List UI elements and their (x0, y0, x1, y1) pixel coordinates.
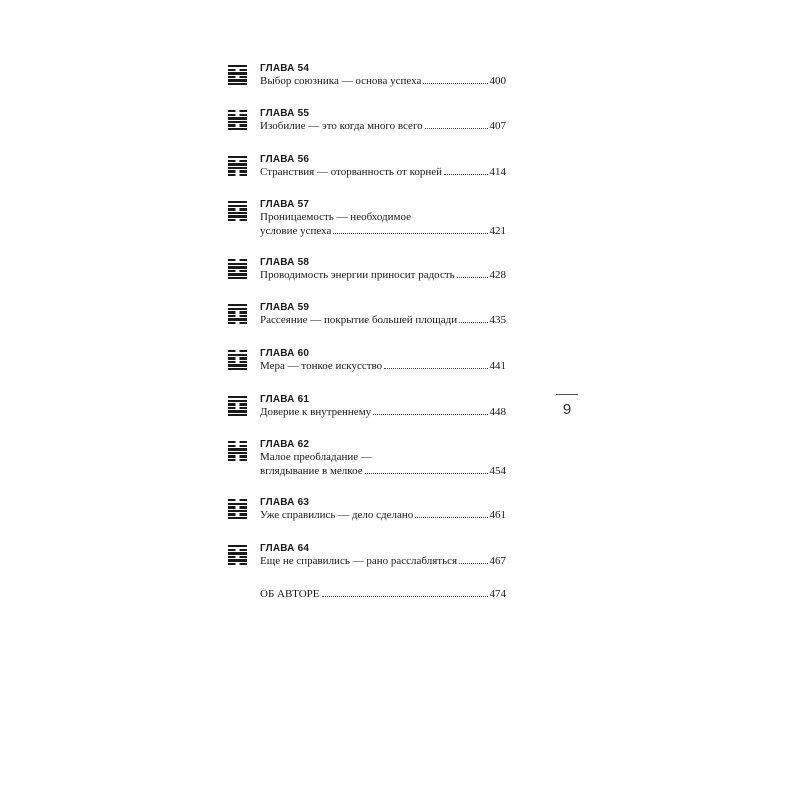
hexagram-broken-line (228, 315, 247, 317)
hexagram-solid-line (228, 83, 247, 85)
hexagram-icon (228, 396, 247, 416)
hexagram-broken-line (228, 459, 247, 461)
leader-dots (459, 555, 487, 564)
hexagram-solid-line (228, 277, 247, 279)
hexagram-broken-line (228, 259, 247, 261)
hexagram-solid-line (228, 128, 247, 130)
chapter-number: ГЛАВА 57 (260, 199, 310, 210)
leader-dots (373, 406, 487, 415)
chapter-title: Изобилие — это когда много всего (260, 120, 423, 132)
hexagram-broken-line (228, 270, 247, 272)
page-ref: 435 (489, 314, 506, 326)
hexagram-solid-line (228, 205, 247, 207)
chapter-title: условие успеха (260, 225, 332, 237)
leader-dots (415, 509, 487, 518)
about-author-page: 474 (489, 588, 506, 600)
hexagram-broken-line (228, 403, 247, 405)
about-author-label: ОБ АВТОРЕ (260, 588, 320, 600)
hexagram-solid-line (228, 121, 247, 123)
chapter-number: ГЛАВА 61 (260, 394, 310, 405)
chapter-title: Странствия — оторванность от корней (260, 166, 443, 178)
hexagram-solid-line (228, 215, 247, 217)
hexagram-broken-line (228, 563, 247, 565)
hexagram-broken-line (228, 445, 247, 447)
hexagram-solid-line (228, 503, 247, 505)
leader-dots (457, 269, 488, 278)
hexagram-solid-line (228, 368, 247, 370)
hexagram-solid-line (228, 354, 247, 356)
hexagram-broken-line (228, 110, 247, 112)
hexagram-solid-line (228, 510, 247, 512)
hexagram-solid-line (228, 163, 247, 165)
hexagram-broken-line (228, 513, 247, 515)
hexagram-broken-line (228, 76, 247, 78)
chapter-title-line: Проницаемость — необходимое (260, 211, 411, 223)
hexagram-solid-line (228, 308, 247, 310)
hexagram-solid-line (228, 414, 247, 416)
hexagram-icon (228, 350, 247, 370)
hexagram-solid-line (228, 273, 247, 275)
page-ref: 400 (489, 75, 506, 87)
chapter-title-row (260, 465, 506, 478)
hexagram-solid-line (228, 559, 247, 561)
page-ref: 414 (489, 166, 506, 178)
chapter-number: ГЛАВА 64 (260, 543, 310, 554)
chapter-title-line: Малое преобладание — (260, 451, 372, 463)
chapter-title-row (260, 120, 506, 133)
chapter-number: ГЛАВА 59 (260, 302, 310, 313)
chapter-title: Проводимость энергии приносит радость (260, 269, 455, 281)
page-ref: 407 (489, 120, 506, 132)
chapter-title: Выбор союзника — основа успеха (260, 75, 422, 87)
chapter-title-row (260, 406, 506, 419)
page-ref: 428 (489, 269, 506, 281)
hexagram-solid-line (228, 448, 247, 450)
chapter-title-row (260, 555, 506, 568)
hexagram-solid-line (228, 545, 247, 547)
chapter-number: ГЛАВА 58 (260, 257, 310, 268)
hexagram-broken-line (228, 322, 247, 324)
hexagram-solid-line (228, 79, 247, 81)
hexagram-broken-line (228, 114, 247, 116)
hexagram-broken-line (228, 311, 247, 313)
leader-dots (365, 465, 488, 474)
hexagram-broken-line (228, 361, 247, 363)
hexagram-icon (228, 304, 247, 324)
hexagram-broken-line (228, 407, 247, 409)
hexagram-solid-line (228, 410, 247, 412)
page-ref: 467 (489, 555, 506, 567)
hexagram-broken-line (228, 219, 247, 221)
hexagram-icon (228, 110, 247, 130)
chapter-title-row (260, 314, 506, 327)
page-ref: 441 (489, 360, 506, 372)
chapter-title-row (260, 166, 506, 179)
chapter-title: Доверие к внутреннему (260, 406, 372, 418)
hexagram-solid-line (228, 156, 247, 158)
leader-dots (459, 314, 487, 323)
chapter-title: Рассеяние — покрытие большей площади (260, 314, 458, 326)
hexagram-solid-line (228, 396, 247, 398)
page-ref: 454 (489, 465, 506, 477)
chapter-number: ГЛАВА 56 (260, 154, 310, 165)
hexagram-solid-line (228, 364, 247, 366)
chapter-number: ГЛАВА 55 (260, 108, 310, 119)
hexagram-solid-line (228, 517, 247, 519)
hexagram-broken-line (228, 357, 247, 359)
hexagram-icon (228, 259, 247, 279)
hexagram-broken-line (228, 174, 247, 176)
page-ref: 461 (489, 509, 506, 521)
hexagram-broken-line (228, 549, 247, 551)
hexagram-broken-line (228, 350, 247, 352)
hexagram-solid-line (228, 552, 247, 554)
hexagram-solid-line (228, 304, 247, 306)
chapter-number: ГЛАВА 62 (260, 439, 310, 450)
hexagram-broken-line (228, 160, 247, 162)
page-number: 9 (562, 401, 572, 418)
hexagram-icon (228, 441, 247, 461)
page-ref: 448 (489, 406, 506, 418)
hexagram-solid-line (228, 452, 247, 454)
leader-dots (384, 360, 487, 369)
hexagram-broken-line (228, 499, 247, 501)
hexagram-solid-line (228, 167, 247, 169)
leader-dots (322, 588, 488, 597)
chapter-number: ГЛАВА 60 (260, 348, 310, 359)
chapter-title-row (260, 75, 506, 88)
chapter-title: Уже справились — дело сделано (260, 509, 414, 521)
hexagram-icon (228, 499, 247, 519)
hexagram-solid-line (228, 263, 247, 265)
hexagram-solid-line (228, 65, 247, 67)
chapter-number: ГЛАВА 54 (260, 63, 310, 74)
hexagram-icon (228, 65, 247, 85)
leader-dots (444, 166, 487, 175)
leader-dots (333, 225, 487, 234)
hexagram-broken-line (228, 556, 247, 558)
hexagram-solid-line (228, 201, 247, 203)
chapter-title-row (260, 225, 506, 238)
chapter-title-row (260, 509, 506, 522)
chapter-title-row (260, 269, 506, 282)
chapter-number: ГЛАВА 63 (260, 497, 310, 508)
chapter-title-row (260, 360, 506, 373)
chapter-title: вглядывание в мелкое (260, 465, 363, 477)
hexagram-broken-line (228, 69, 247, 71)
hexagram-broken-line (228, 441, 247, 443)
hexagram-broken-line (228, 208, 247, 210)
hexagram-broken-line (228, 455, 247, 457)
hexagram-solid-line (228, 400, 247, 402)
hexagram-solid-line (228, 117, 247, 119)
hexagram-icon (228, 156, 247, 176)
hexagram-solid-line (228, 266, 247, 268)
hexagram-solid-line (228, 212, 247, 214)
hexagram-solid-line (228, 72, 247, 74)
hexagram-icon (228, 201, 247, 221)
leader-dots (423, 75, 487, 84)
chapter-title: Еще не справились — рано расслабляться (260, 555, 458, 567)
page-ref: 421 (489, 225, 506, 237)
leader-dots (425, 120, 488, 129)
hexagram-broken-line (228, 506, 247, 508)
hexagram-solid-line (228, 318, 247, 320)
hexagram-icon (228, 545, 247, 565)
hexagram-broken-line (228, 170, 247, 172)
chapter-title: Мера — тонкое искусство (260, 360, 383, 372)
folio-rule (556, 394, 578, 395)
toc-entry-about-author[interactable] (260, 588, 506, 601)
hexagram-broken-line (228, 124, 247, 126)
